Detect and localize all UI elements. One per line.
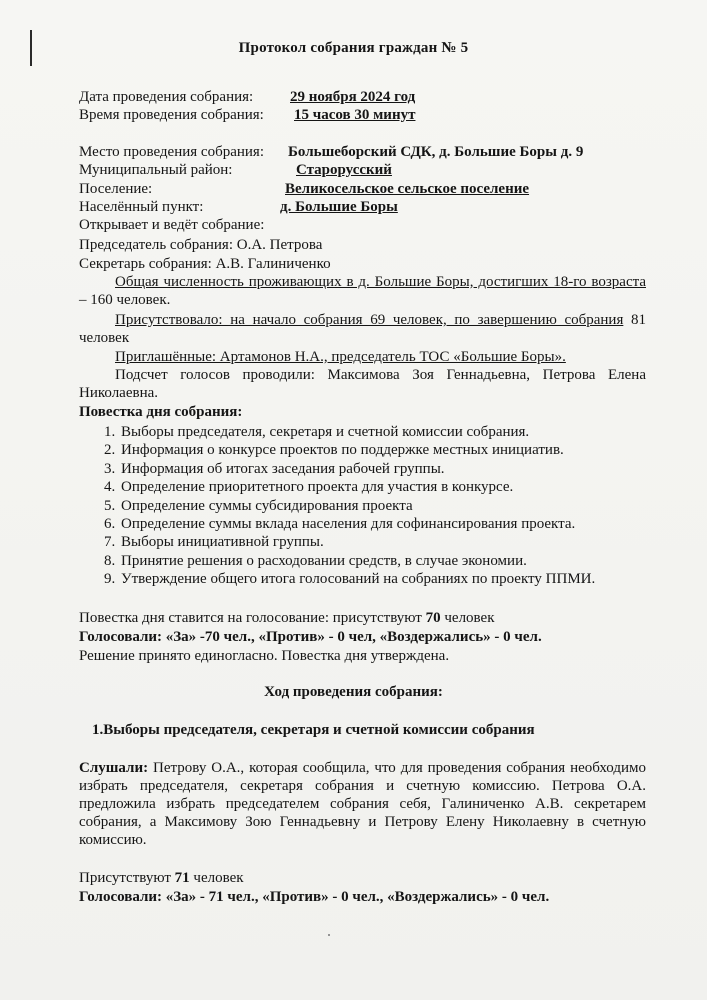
item1-present <box>79 869 244 887</box>
agenda-heading: Повестка дня собрания: <box>79 404 243 420</box>
agenda-vote-suffix: человек <box>440 610 495 626</box>
date-value: 29 ноября 2024 год <box>290 89 416 105</box>
item1-vote: Голосовали: «За» - 71 чел., «Против» - 0 чел., «Воздержались» - 0 чел. <box>79 889 550 905</box>
proceedings-heading: Ход проведения собрания: <box>264 684 443 700</box>
agenda-vote-result: Голосовали: «За» -70 чел., «Против» - 0 чел, «Воздержались» - 0 чел. <box>79 629 542 645</box>
agenda-decision: Решение принято единогласно. Повестка дня утверждена. <box>79 648 450 664</box>
agenda-vote-count: 70 <box>425 610 441 626</box>
place-value: Большеборский СДК, д. Большие Боры д. 9 <box>288 144 584 160</box>
agenda-item: 1. Выборы председателя, секретаря и счетной комиссии собрания. <box>119 423 686 441</box>
agenda-item: 6. Определение суммы вклада населения для софинансирования проекта. <box>119 515 686 533</box>
item1-present-count: 71 <box>174 870 190 886</box>
agenda-item: 7. Выборы инициативной группы. <box>119 533 686 551</box>
item1-present-suffix: человек <box>189 870 244 886</box>
population-underlined: Общая численность проживающих в д. Большие Боры, достигших 18-го возраста <box>115 274 646 290</box>
heard-text: Петрову О.А., которая сообщила, что для проведения собрания необходимо избрать председателя, секретаря собрания и счетную комиссию. Петрова О.А. предложила избрать председателем собрания себя, Галиниченко А.В. секретарем собрания, а Максимову Зою Геннадьевну и Петрову Елену Николаевну в счетную комиссию. <box>79 760 646 848</box>
attendance-rest: 81 человек <box>79 312 647 346</box>
agenda-item: 9. Утверждение общего итога голосований на собраниях по проекту ППМИ. <box>119 570 686 588</box>
invited-paragraph <box>79 348 646 366</box>
item1-present-text: Присутствуют <box>79 870 175 886</box>
agenda-vote-intro <box>79 609 495 627</box>
agenda-item: 8. Принятие решения о расходовании средств, в случае экономии. <box>119 552 686 570</box>
locality-value: д. Большие Боры <box>280 199 398 215</box>
agenda-list <box>79 423 686 589</box>
population-rest: – 160 человек. <box>79 292 171 308</box>
chair-line: Председатель собрания: О.А. Петрова <box>79 237 323 253</box>
population-paragraph <box>79 273 646 309</box>
settlement-label: Поселение: <box>79 181 153 197</box>
agenda-item: 2. Информация о конкурсе проектов по поддержке местных инициатив. <box>119 441 686 459</box>
item1-heading: 1.Выборы председателя, секретаря и счетной комиссии собрания <box>92 722 535 738</box>
invited-text: Приглашённые: Артамонов Н.А., председатель ТОС «Большие Боры». <box>115 349 566 365</box>
attendance-underlined: Присутствовало: на начало собрания 69 человек, по завершению собрания <box>115 312 624 328</box>
document-title: Протокол собрания граждан № 5 <box>238 40 469 56</box>
opener-line: Открывает и ведёт собрание: <box>79 217 265 233</box>
agenda-item: 4. Определение приоритетного проекта для участия в конкурсе. <box>119 478 686 496</box>
agenda-vote-intro-text: Повестка дня ставится на голосование: присутствуют <box>79 610 426 626</box>
time-value: 15 часов 30 минут <box>294 107 416 123</box>
settlement-value: Великосельское сельское поселение <box>285 181 530 197</box>
secretary-line: Секретарь собрания: А.В. Галиниченко <box>79 256 331 272</box>
date-label: Дата проведения собрания: <box>79 89 254 105</box>
locality-label: Населённый пункт: <box>79 199 204 215</box>
item1-heard-paragraph <box>79 759 646 849</box>
heard-label: Слушали: <box>79 760 149 776</box>
district-label: Муниципальный район: <box>79 162 233 178</box>
place-label: Место проведения собрания: <box>79 144 264 160</box>
attendance-paragraph <box>79 311 646 347</box>
agenda-item: 5. Определение суммы субсидирования проекта <box>119 497 686 515</box>
speck <box>328 934 330 936</box>
district-value: Старорусский <box>296 162 392 178</box>
time-label: Время проведения собрания: <box>79 107 264 123</box>
counters-paragraph: Подсчет голосов проводили: Максимова Зоя Геннадьевна, Петрова Елена Николаевна. <box>79 367 646 401</box>
agenda-item: 3. Информация об итогах заседания рабочей группы. <box>119 460 686 478</box>
